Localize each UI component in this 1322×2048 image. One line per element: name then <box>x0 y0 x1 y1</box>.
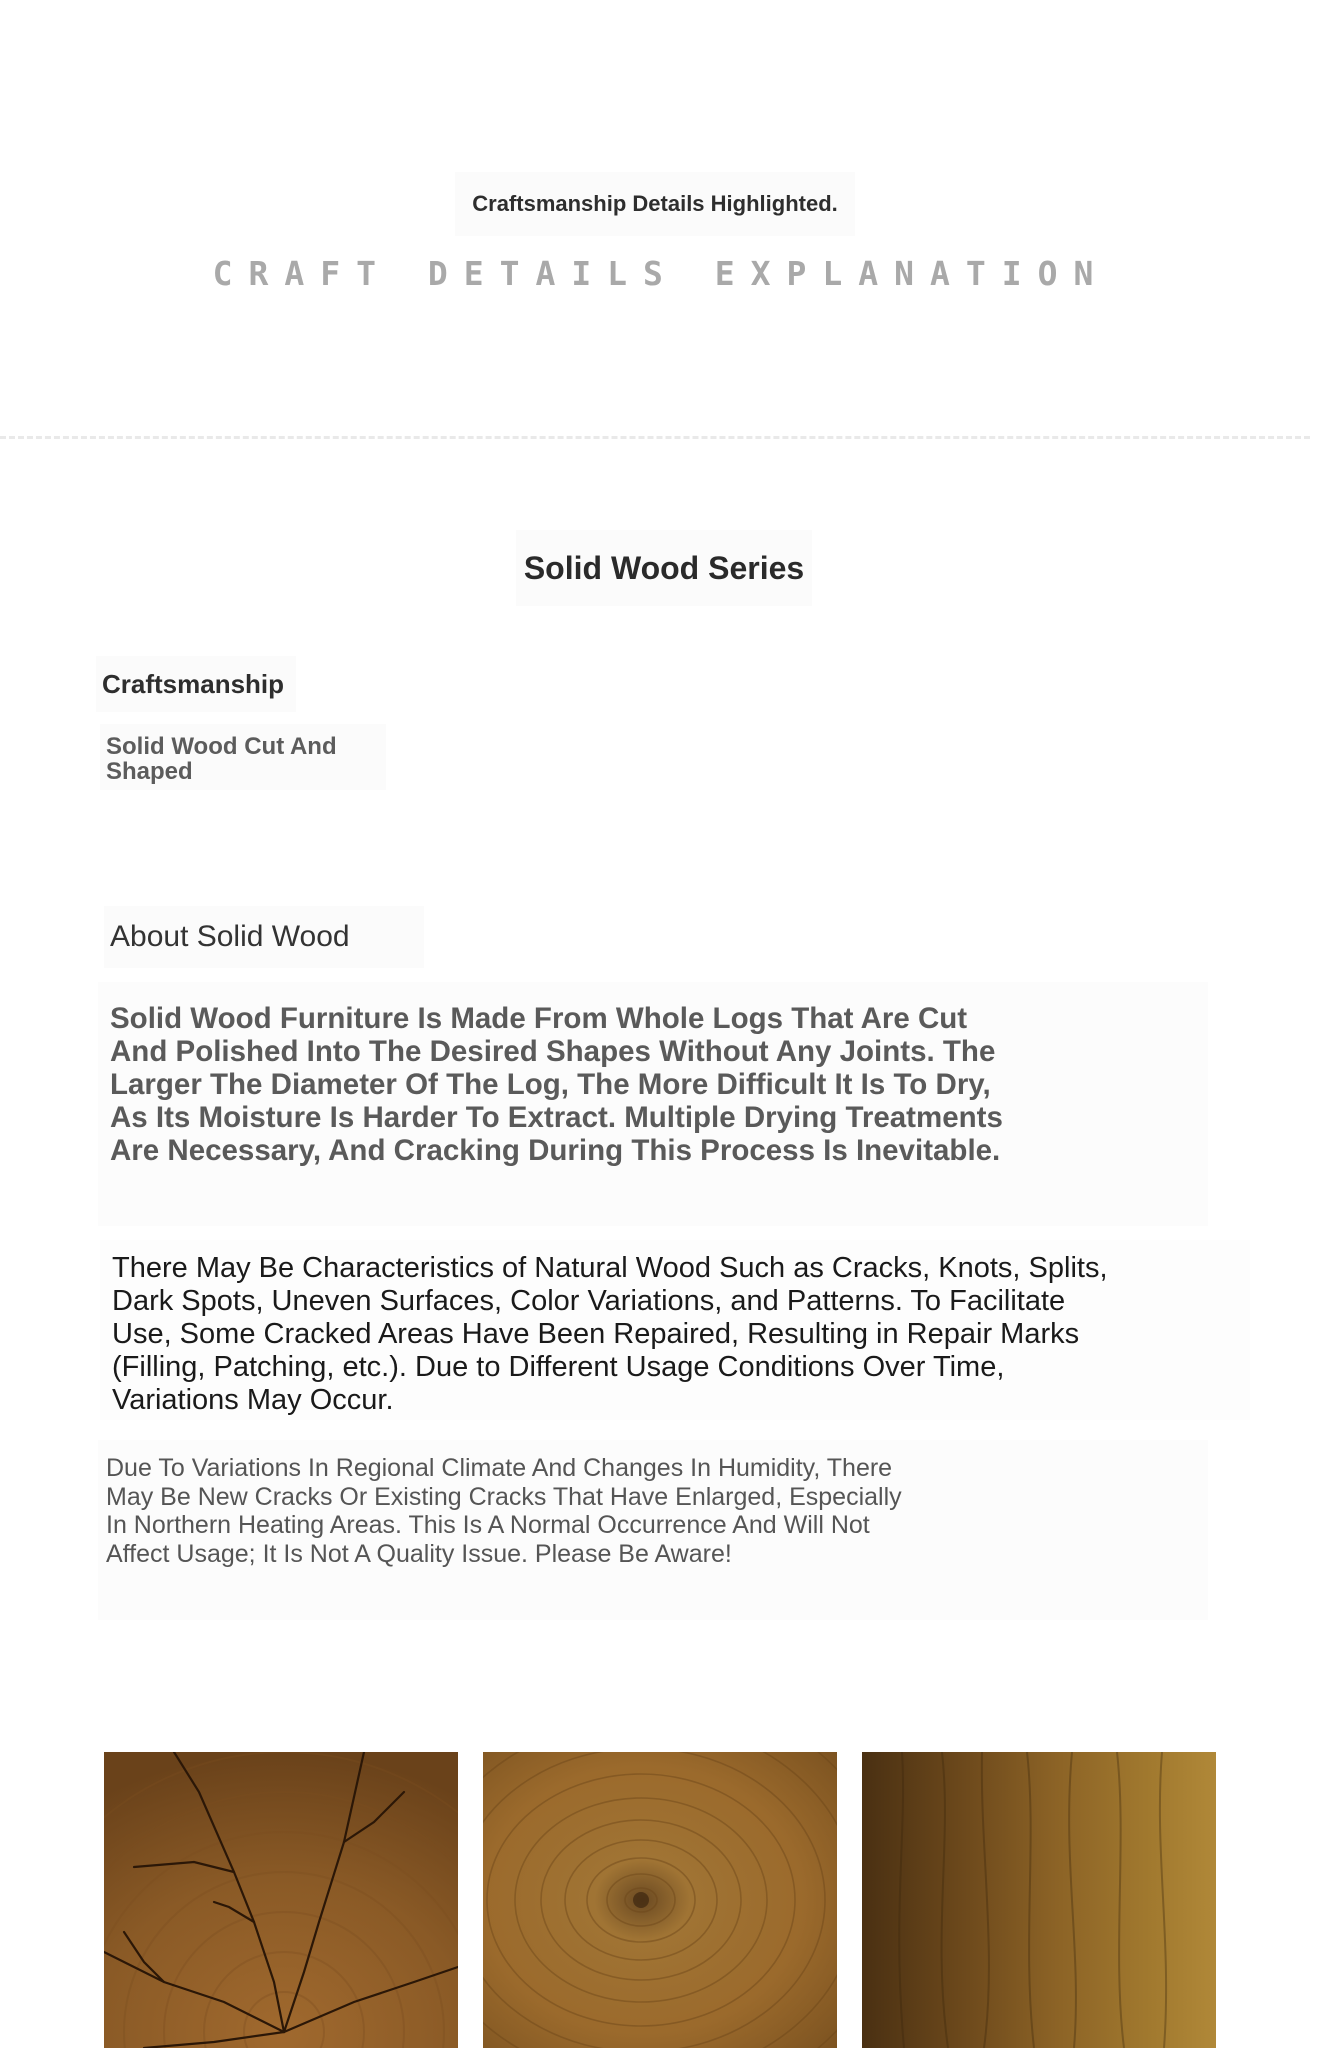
photo-cracked-log <box>104 1752 458 2048</box>
about-paragraph-3: Due To Variations In Regional Climate And Changes In Humidity, There May Be New Cracks Or Existing Cracks That Have Enlarged, Especially In Northern Heating Areas. This Is A Normal Occurrence And Will Not Affect Usage; It Is Not A Quality Issue. Please Be Aware! <box>106 1454 902 1568</box>
about-title: About Solid Wood <box>104 906 424 968</box>
about-paragraph-2: There May Be Characteristics of Natural Wood Such as Cracks, Knots, Splits, Dark Spots, Uneven Surfaces, Color Variations, and Patterns. To Facilitate Use, Some Cracked Areas Have Been Repaired, Resulting in Repair Marks (Filling, Patching, etc.). Due to Different Usage Conditions Over Time, Variations May Occur. <box>112 1252 1108 1416</box>
series-title: Solid Wood Series <box>516 530 812 606</box>
about-paragraph-1: Solid Wood Furniture Is Made From Whole Logs That Are Cut And Polished Into The Desired Shapes Without Any Joints. The Larger The Diameter Of The Log, The More Difficult It Is To Dry, As Its Moisture Is Harder To Extract. Multiple Drying Treatments Are Necessary, And Cracking During This Process Is Inevitable. <box>110 1002 1003 1167</box>
tree-rings-image <box>483 1752 837 2048</box>
about-paragraph-2-block <box>100 1240 1250 1420</box>
photo-tree-rings <box>483 1752 837 2048</box>
craftsmanship-label: Craftsmanship <box>96 656 296 712</box>
dashed-divider <box>0 436 1310 439</box>
about-paragraph-1-block <box>98 982 1208 1226</box>
cracked-log-image <box>104 1752 458 2048</box>
about-paragraph-3-block <box>98 1440 1208 1620</box>
craftsmanship-value: Solid Wood Cut And Shaped <box>100 724 386 790</box>
wood-grain-image <box>862 1752 1216 2048</box>
photo-wood-grain <box>862 1752 1216 2048</box>
eyebrow-subtitle: Craftsmanship Details Highlighted. <box>455 172 855 236</box>
section-heading: CRAFT DETAILS EXPLANATION <box>212 254 1110 293</box>
